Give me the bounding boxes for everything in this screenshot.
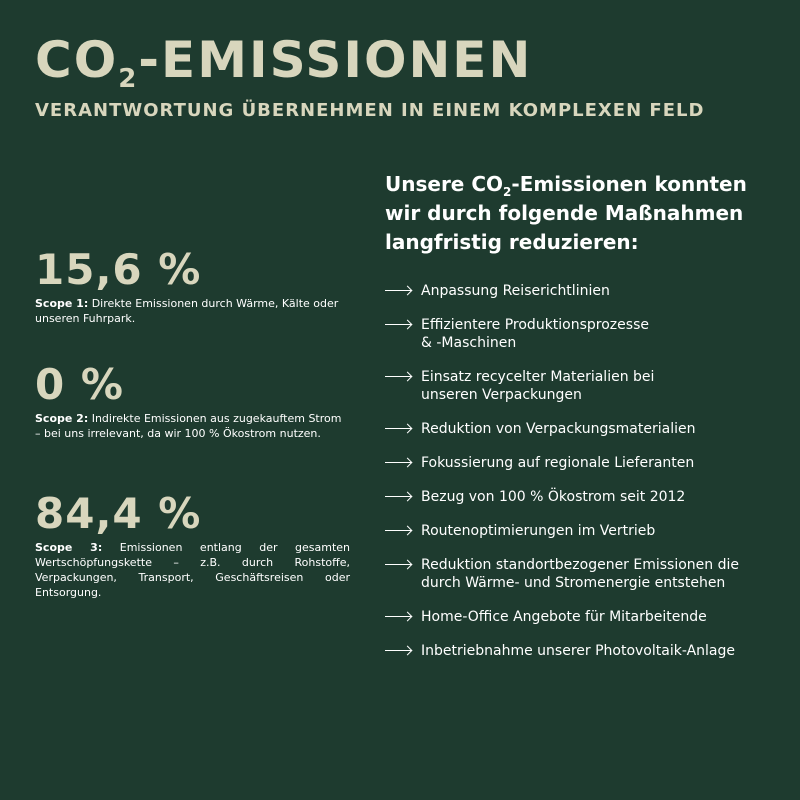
scope-3-description: Scope 3: Emissionen entlang der gesamten Wertschöpfungskette – z.B. durch Rohstoffe, Verpackungen, Transport, Geschäftsreisen oder Entsorgung. <box>35 541 351 599</box>
arrow-right-icon <box>385 496 411 497</box>
scope-2-value: 0 % <box>35 360 124 409</box>
measure-item: Reduktion standortbezogener Emissionen die durch Wärme- und Stromenergie entstehen <box>385 556 785 592</box>
measure-item: Fokussierung auf regionale Lieferanten <box>385 454 785 472</box>
page-subtitle: VERANTWORTUNG ÜBERNEHMEN IN EINEM KOMPLEXEN FELD <box>35 100 705 121</box>
scope-1-block <box>35 246 350 326</box>
measures-heading: Unsere $CO_2$-Emissionen konnten wir durch folgende Maßnahmen langfristig reduzieren: <box>385 172 747 254</box>
arrow-right-icon <box>385 428 411 429</box>
scope-2-description: Scope 2: Indirekte Emissionen aus zugekauftem Strom – bei uns irrelevant, da wir 100 % Ökostrom nutzen. <box>35 412 342 440</box>
measure-item: Effizientere Produktionsprozesse & -Maschinen <box>385 316 785 352</box>
measure-item: Inbetriebnahme unserer Photovoltaik-Anlage <box>385 642 785 660</box>
arrow-right-icon <box>385 290 411 291</box>
scope-3-value: 84,4 % <box>35 489 202 538</box>
measure-item: Reduktion von Verpackungsmaterialien <box>385 420 785 438</box>
measure-item: Home-Office Angebote für Mitarbeitende <box>385 608 785 626</box>
measure-item: Routenoptimierungen im Vertrieb <box>385 522 785 540</box>
scope-2-block <box>35 361 350 441</box>
arrow-right-icon <box>385 530 411 531</box>
measures-list <box>385 282 785 676</box>
measure-item: Bezug von 100 % Ökostrom seit 2012 <box>385 488 785 506</box>
arrow-right-icon <box>385 650 411 651</box>
arrow-right-icon <box>385 616 411 617</box>
scope-1-value: 15,6 % <box>35 245 202 294</box>
arrow-right-icon <box>385 324 411 325</box>
arrow-right-icon <box>385 462 411 463</box>
measure-item: Einsatz recycelter Materialien bei unseren Verpackungen <box>385 368 785 404</box>
arrow-right-icon <box>385 564 411 565</box>
scope-1-description: Scope 1: Direkte Emissionen durch Wärme, Kälte oder unseren Fuhrpark. <box>35 297 339 325</box>
arrow-right-icon <box>385 376 411 377</box>
scope-3-block <box>35 490 350 600</box>
page-title: $CO_2$-EMISSIONEN <box>35 31 533 94</box>
measure-item: Anpassung Reiserichtlinien <box>385 282 785 300</box>
